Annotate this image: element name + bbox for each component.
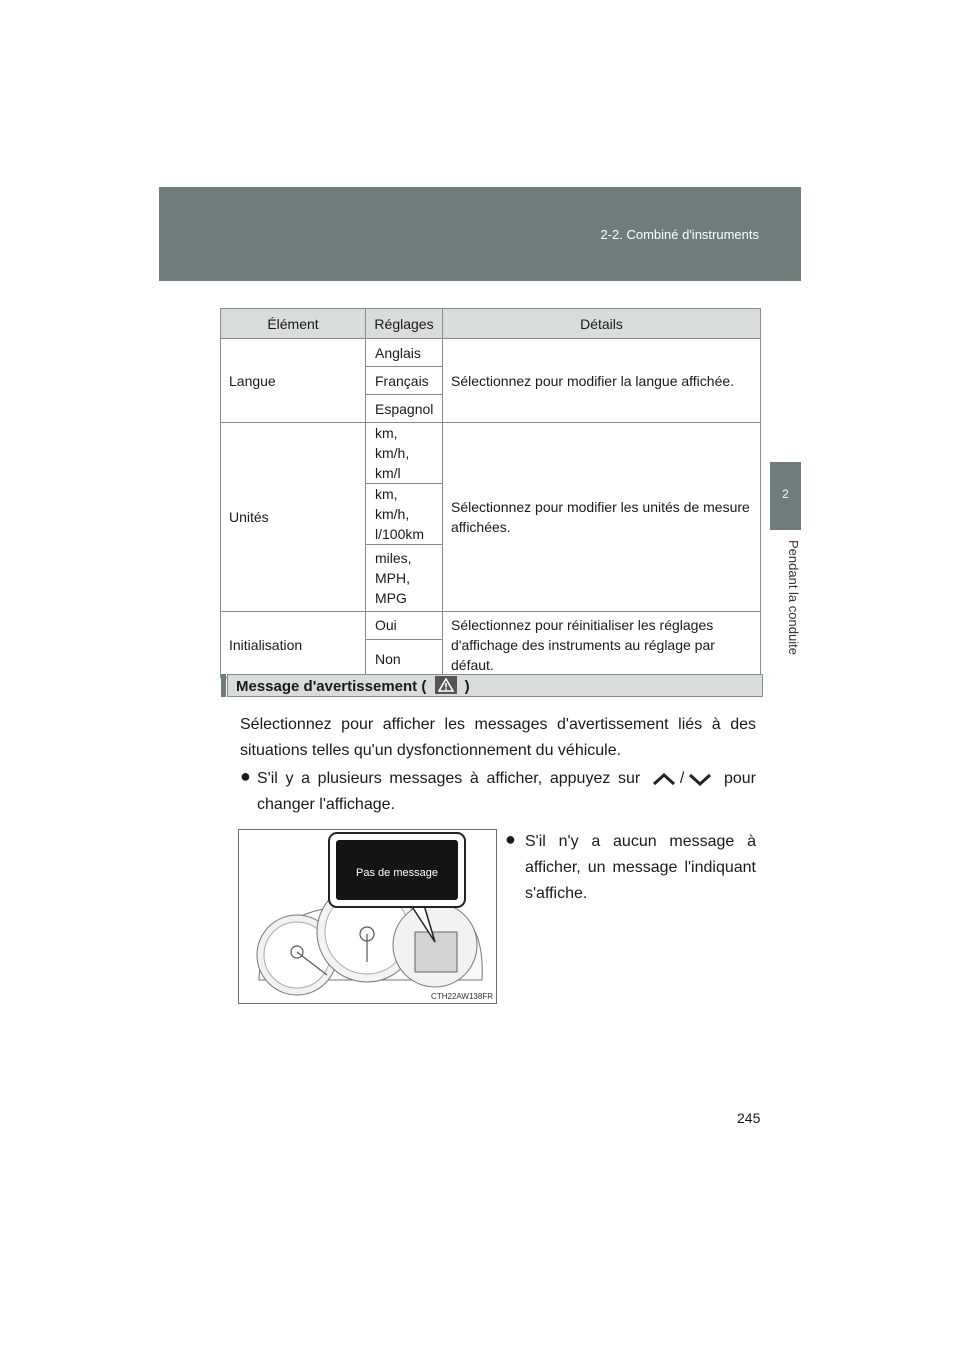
table-row	[221, 339, 761, 367]
bullet-icon: ●	[505, 829, 516, 849]
details-unites: Sélectionnez pour modifier les unités de mesure affichées.	[443, 423, 761, 612]
header-element: Élément	[221, 309, 366, 339]
option-cell: km, km/h, l/100km	[366, 484, 443, 545]
option-cell: Français	[366, 367, 443, 395]
figure-caption: CTH22AW138FR	[431, 992, 493, 1001]
table-row	[221, 612, 761, 640]
section-label: 2-2. Combiné d'instruments	[600, 227, 759, 242]
element-langue: Langue	[221, 339, 366, 423]
bullet-paragraph-2: S'il n'y a aucun message à afficher, un message l'indiquant s'affiche.	[525, 833, 756, 902]
bullet-1-text: S'il y a plusieurs messages à afficher, appuyez sur	[257, 770, 641, 787]
details-langue: Sélectionnez pour modifier la langue affichée.	[443, 339, 761, 423]
instrument-cluster-illustration	[238, 829, 497, 1004]
header-band	[159, 187, 801, 281]
settings-table	[220, 308, 761, 678]
chapter-tab	[770, 462, 801, 530]
bullet-icon: ●	[240, 766, 251, 786]
option-cell: Non	[366, 640, 443, 678]
bullet-paragraph-1	[257, 766, 756, 818]
header-settings: Réglages	[366, 309, 443, 339]
cluster-drawing	[239, 830, 496, 1003]
chapter-number: 2	[782, 487, 789, 501]
option-cell: Oui	[366, 612, 443, 640]
section-title-text: Message d'avertissement (	[236, 678, 427, 695]
option-cell: Anglais	[366, 339, 443, 367]
chevron-up-icon	[650, 772, 678, 786]
table-header-row	[221, 309, 761, 339]
header-details: Détails	[443, 309, 761, 339]
option-cell: km, km/h, km/l	[366, 423, 443, 484]
warning-icon	[435, 676, 457, 694]
option-cell: miles, MPH, MPG	[366, 545, 443, 612]
element-unites: Unités	[221, 423, 366, 612]
table-row	[221, 423, 761, 484]
intro-paragraph: Sélectionnez pour afficher les messages d'avertissement liés à des situations telles qu'un dysfonctionnement du véhicule.	[240, 716, 756, 759]
section-title-end: )	[464, 678, 470, 695]
chevron-down-icon	[686, 772, 714, 786]
details-initialisation: Sélectionnez pour réinitialiser les réglages d'affichage des instruments au réglage par défaut.	[443, 612, 761, 678]
screen-message: Pas de message	[356, 867, 438, 879]
element-initialisation: Initialisation	[221, 612, 366, 678]
option-cell: Espagnol	[366, 395, 443, 423]
bullet-1-separator: /	[679, 770, 685, 787]
section-heading	[227, 674, 763, 697]
chapter-label: Pendant la conduite	[786, 540, 801, 655]
bullet-1-text-end: pour changer l'affichage.	[257, 770, 757, 813]
page-number: 245	[737, 1110, 761, 1126]
section-title	[236, 676, 470, 695]
